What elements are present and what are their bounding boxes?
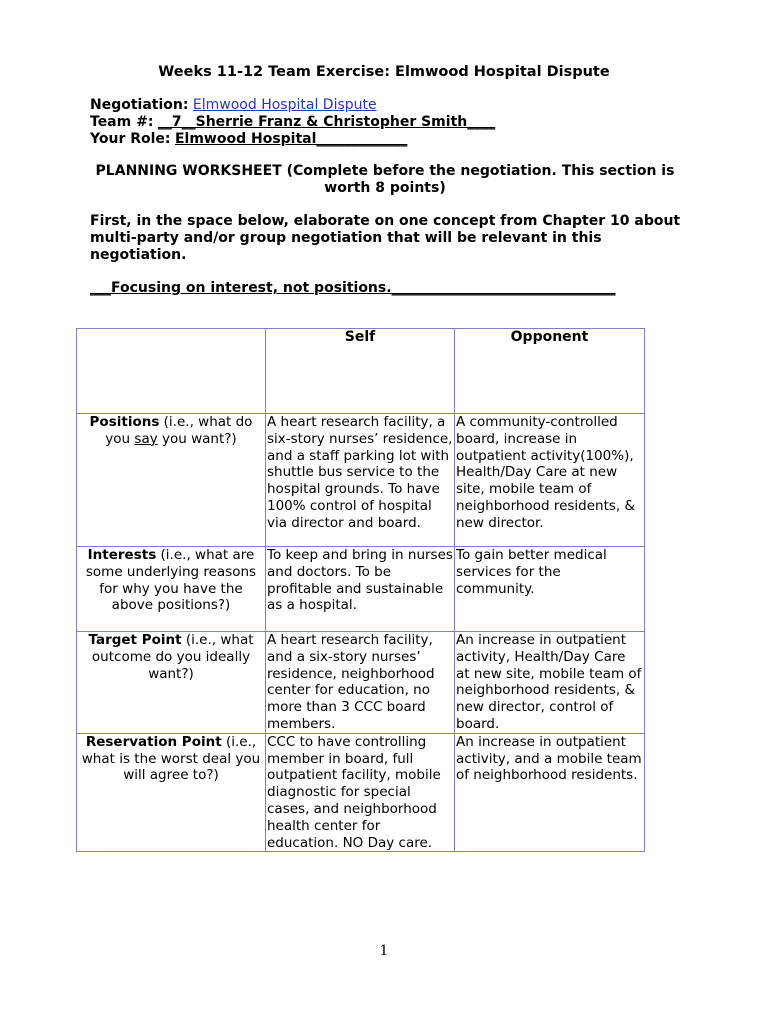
cell-opponent[interactable]: An increase in outpatient activity, Health/Day Care at new site, mobile team of neighborhood residents, & new director, control of board. bbox=[455, 632, 645, 734]
row-label-desc: (i.e., what are some underlying reasons for why you have the above positions?) bbox=[85, 547, 257, 614]
cell-opponent[interactable]: A community-controlled board, increase in outpatient activity(100%), Health/Day Care at new site, mobile team of neighborhood residents, & new director. bbox=[455, 414, 645, 547]
role-value: Elmwood Hospital_____________ bbox=[174, 131, 408, 147]
row-label-desc: (i.e., what outcome do you ideally want?) bbox=[91, 632, 254, 682]
team-line bbox=[90, 114, 495, 131]
role-line bbox=[90, 131, 495, 148]
negotiation-label: Negotiation: bbox=[90, 97, 189, 113]
role-label: Your Role: bbox=[90, 131, 171, 147]
row-label-title: Target Point bbox=[88, 632, 182, 648]
team-value: __7__Sherrie Franz & Christopher Smith____ bbox=[157, 114, 496, 130]
negotiation-link[interactable]: Elmwood Hospital Dispute bbox=[192, 97, 377, 113]
table-header-row bbox=[77, 329, 645, 414]
table-row bbox=[77, 414, 645, 547]
row-label-desc: (i.e., what is the worst deal you will agree to?) bbox=[81, 733, 261, 784]
header-empty bbox=[77, 329, 266, 414]
cell-opponent[interactable]: An increase in outpatient activity, and a mobile team of neighborhood residents. bbox=[455, 733, 645, 852]
header-fields bbox=[90, 97, 495, 148]
row-label-target-point bbox=[77, 632, 266, 734]
team-label: Team #: bbox=[90, 114, 154, 130]
page-number: 1 bbox=[379, 943, 389, 959]
row-label-positions bbox=[77, 414, 266, 547]
row-label-desc: (i.e., what do you bbox=[105, 414, 253, 447]
row-label-desc-end: you want?) bbox=[157, 430, 237, 447]
cell-self[interactable]: CCC to have controlling member in board, full outpatient facility, mobile diagnostic for special cases, and neighborhood health center for education. NO Day care. bbox=[266, 733, 455, 852]
cell-self[interactable]: A heart research facility, and a six-story nurses’ residence, neighborhood center for education, no more than 3 CCC board members. bbox=[266, 632, 455, 734]
table-row bbox=[77, 547, 645, 632]
table-row bbox=[77, 733, 645, 852]
cell-opponent[interactable]: To gain better medical services for the community. bbox=[455, 547, 645, 632]
instruction-text: First, in the space below, elaborate on one concept from Chapter 10 about multi-party and/or group negotiation that will be relevant in this negotiation. bbox=[90, 213, 681, 263]
concept-answer: ___Focusing on interest, not positions.________________________________ bbox=[90, 280, 616, 296]
header-self: Self bbox=[266, 329, 455, 414]
planning-table bbox=[76, 328, 645, 852]
row-label-title: Interests bbox=[87, 547, 157, 563]
row-label-title: Positions bbox=[89, 414, 160, 430]
cell-self[interactable]: To keep and bring in nurses and doctors. To be profitable and sustainable as a hospital. bbox=[266, 547, 455, 632]
row-label-emphasis: say bbox=[134, 430, 158, 447]
table-row bbox=[77, 632, 645, 734]
row-label-reservation-point bbox=[77, 733, 266, 852]
header-opponent: Opponent bbox=[455, 329, 645, 414]
worksheet-heading: PLANNING WORKSHEET (Complete before the negotiation. This section is worth 8 points) bbox=[95, 163, 675, 196]
cell-self[interactable]: A heart research facility, a six-story nurses’ residence, and a staff parking lot with shuttle bus service to the hospital grounds. To have 100% control of hospital via director and board. bbox=[266, 414, 455, 547]
document-title: Weeks 11-12 Team Exercise: Elmwood Hospital Dispute bbox=[158, 64, 610, 80]
row-label-interests bbox=[77, 547, 266, 632]
negotiation-line bbox=[90, 97, 495, 114]
row-label-title: Reservation Point bbox=[85, 733, 222, 750]
